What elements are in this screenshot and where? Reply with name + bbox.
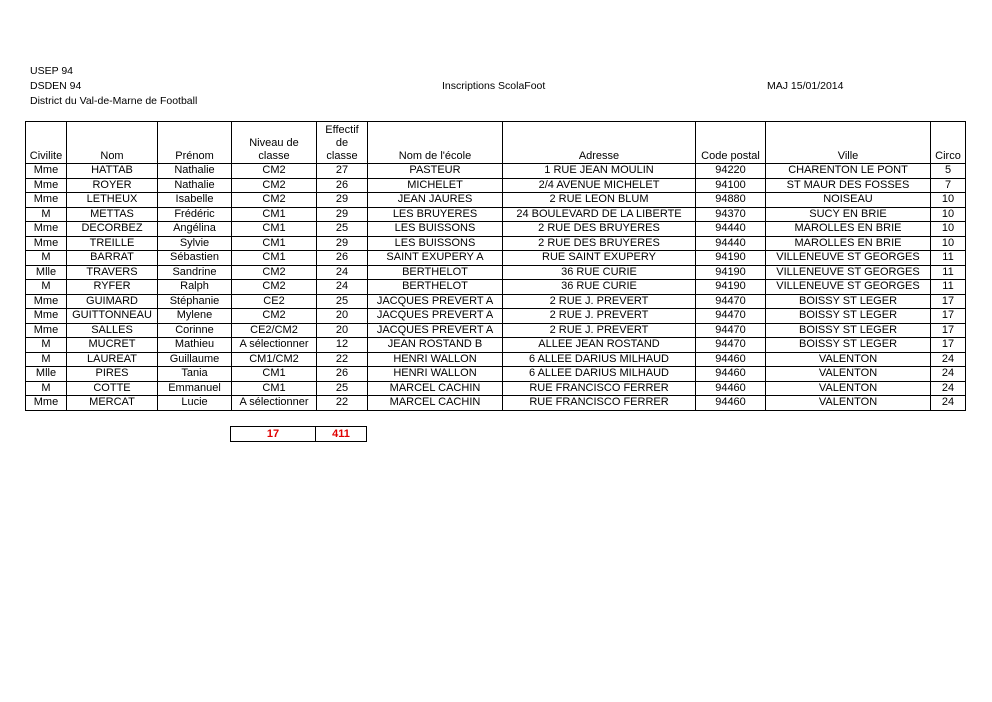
cell-code-postal: 94370 [696,207,766,222]
cell-civilite: M [26,338,67,353]
cell-code-postal: 94880 [696,193,766,208]
cell-prenom: Sylvie [158,236,232,251]
cell-nom: PIRES [67,367,158,382]
cell-circo: 10 [931,222,966,237]
cell-ecole: LES BUISSONS [368,236,503,251]
cell-code-postal: 94460 [696,396,766,411]
update-date: MAJ 15/01/2014 [767,80,844,92]
cell-effectif: 22 [317,352,368,367]
cell-adresse: 2 RUE J. PREVERT [503,294,696,309]
cell-civilite: Mme [26,222,67,237]
cell-code-postal: 94460 [696,352,766,367]
cell-prenom: Sébastien [158,251,232,266]
cell-circo: 10 [931,207,966,222]
cell-ville: VALENTON [766,381,931,396]
registrations-table [25,121,966,411]
cell-ecole: JACQUES PREVERT A [368,323,503,338]
cell-niveau: A sélectionner [232,396,317,411]
cell-prenom: Nathalie [158,178,232,193]
cell-civilite: Mlle [26,265,67,280]
cell-circo: 17 [931,309,966,324]
column-header-adresse: Adresse [503,122,696,164]
cell-adresse: 2 RUE DES BRUYERES [503,236,696,251]
table-row [26,323,966,338]
cell-effectif: 25 [317,381,368,396]
cell-ville: BOISSY ST LEGER [766,294,931,309]
cell-ecole: SAINT EXUPERY A [368,251,503,266]
cell-code-postal: 94440 [696,222,766,237]
cell-ville: BOISSY ST LEGER [766,338,931,353]
cell-nom: LETHEUX [67,193,158,208]
cell-prenom: Stéphanie [158,294,232,309]
cell-circo: 11 [931,251,966,266]
cell-ecole: MARCEL CACHIN [368,396,503,411]
column-header-niveau: Niveau de classe [232,122,317,164]
cell-prenom: Lucie [158,396,232,411]
cell-effectif: 20 [317,309,368,324]
cell-circo: 7 [931,178,966,193]
table-row [26,207,966,222]
table-row [26,193,966,208]
column-header-prenom: Prénom [158,122,232,164]
cell-ville: VALENTON [766,367,931,382]
table-row [26,280,966,295]
cell-nom: HATTAB [67,164,158,179]
cell-nom: GUITTONNEAU [67,309,158,324]
cell-code-postal: 94190 [696,280,766,295]
cell-niveau: CM1 [232,381,317,396]
cell-circo: 11 [931,265,966,280]
table-row [26,381,966,396]
cell-adresse: 24 BOULEVARD DE LA LIBERTE [503,207,696,222]
cell-nom: MUCRET [67,338,158,353]
cell-code-postal: 94190 [696,265,766,280]
cell-niveau: CM1 [232,207,317,222]
cell-circo: 24 [931,352,966,367]
cell-prenom: Guillaume [158,352,232,367]
cell-niveau: CM2 [232,193,317,208]
cell-ecole: JACQUES PREVERT A [368,294,503,309]
table-row [26,338,966,353]
table-row [26,294,966,309]
cell-nom: SALLES [67,323,158,338]
cell-ville: MAROLLES EN BRIE [766,222,931,237]
column-header-ville: Ville [766,122,931,164]
cell-niveau: CM1 [232,236,317,251]
cell-civilite: Mlle [26,367,67,382]
cell-ecole: LES BUISSONS [368,222,503,237]
cell-circo: 10 [931,193,966,208]
cell-effectif: 26 [317,178,368,193]
cell-effectif: 25 [317,294,368,309]
cell-niveau: CM2 [232,309,317,324]
cell-circo: 17 [931,323,966,338]
cell-civilite: M [26,280,67,295]
table-header-row [26,122,966,164]
cell-prenom: Nathalie [158,164,232,179]
cell-adresse: 6 ALLEE DARIUS MILHAUD [503,367,696,382]
cell-ville: VILLENEUVE ST GEORGES [766,251,931,266]
table-row [26,309,966,324]
total-effectif: 411 [316,427,367,442]
cell-prenom: Frédéric [158,207,232,222]
cell-nom: TREILLE [67,236,158,251]
cell-nom: MERCAT [67,396,158,411]
cell-niveau: CM2 [232,280,317,295]
cell-niveau: CM2 [232,265,317,280]
cell-nom: COTTE [67,381,158,396]
cell-prenom: Emmanuel [158,381,232,396]
cell-niveau: CM1 [232,222,317,237]
cell-adresse: 6 ALLEE DARIUS MILHAUD [503,352,696,367]
cell-code-postal: 94470 [696,338,766,353]
cell-adresse: 2 RUE J. PREVERT [503,309,696,324]
table-row [26,265,966,280]
cell-effectif: 29 [317,193,368,208]
cell-civilite: Mme [26,178,67,193]
cell-ville: VALENTON [766,352,931,367]
cell-ecole: JEAN JAURES [368,193,503,208]
cell-effectif: 24 [317,280,368,295]
header-usep: USEP 94 [30,65,73,77]
cell-adresse: RUE FRANCISCO FERRER [503,381,696,396]
header-district: District du Val-de-Marne de Football [30,95,198,107]
table-row [26,164,966,179]
cell-code-postal: 94460 [696,367,766,382]
cell-adresse: 2 RUE J. PREVERT [503,323,696,338]
totals-table [230,426,367,442]
cell-circo: 17 [931,294,966,309]
cell-code-postal: 94440 [696,236,766,251]
cell-ville: VALENTON [766,396,931,411]
cell-adresse: RUE SAINT EXUPERY [503,251,696,266]
cell-niveau: CE2 [232,294,317,309]
cell-effectif: 29 [317,236,368,251]
cell-ville: ST MAUR DES FOSSES [766,178,931,193]
cell-effectif: 12 [317,338,368,353]
column-header-civilite: Civilite [26,122,67,164]
cell-ecole: HENRI WALLON [368,367,503,382]
cell-ecole: HENRI WALLON [368,352,503,367]
cell-prenom: Sandrine [158,265,232,280]
cell-effectif: 26 [317,251,368,266]
cell-ecole: LES BRUYERES [368,207,503,222]
cell-ecole: BERTHELOT [368,265,503,280]
cell-ecole: JACQUES PREVERT A [368,309,503,324]
column-header-code-postal: Code postal [696,122,766,164]
cell-civilite: Mme [26,193,67,208]
table-row [26,352,966,367]
cell-ecole: JEAN ROSTAND B [368,338,503,353]
cell-civilite: Mme [26,323,67,338]
cell-effectif: 20 [317,323,368,338]
cell-ville: VILLENEUVE ST GEORGES [766,280,931,295]
cell-ville: BOISSY ST LEGER [766,309,931,324]
cell-prenom: Mylene [158,309,232,324]
cell-adresse: RUE FRANCISCO FERRER [503,396,696,411]
cell-niveau: CM1 [232,251,317,266]
cell-adresse: ALLEE JEAN ROSTAND [503,338,696,353]
cell-adresse: 2 RUE DES BRUYERES [503,222,696,237]
table-row [26,222,966,237]
cell-adresse: 1 RUE JEAN MOULIN [503,164,696,179]
cell-circo: 5 [931,164,966,179]
cell-ville: SUCY EN BRIE [766,207,931,222]
cell-civilite: Mme [26,164,67,179]
cell-niveau: CM1 [232,367,317,382]
cell-nom: GUIMARD [67,294,158,309]
column-header-ecole: Nom de l'école [368,122,503,164]
cell-nom: BARRAT [67,251,158,266]
cell-civilite: Mme [26,396,67,411]
cell-niveau: CE2/CM2 [232,323,317,338]
cell-ville: VILLENEUVE ST GEORGES [766,265,931,280]
cell-circo: 11 [931,280,966,295]
table-row [26,396,966,411]
cell-effectif: 22 [317,396,368,411]
cell-nom: DECORBEZ [67,222,158,237]
cell-adresse: 2/4 AVENUE MICHELET [503,178,696,193]
cell-prenom: Corinne [158,323,232,338]
cell-civilite: Mme [26,236,67,251]
cell-nom: ROYER [67,178,158,193]
cell-prenom: Mathieu [158,338,232,353]
cell-nom: TRAVERS [67,265,158,280]
cell-ecole: BERTHELOT [368,280,503,295]
cell-prenom: Tania [158,367,232,382]
table-row [26,367,966,382]
cell-effectif: 24 [317,265,368,280]
cell-circo: 24 [931,367,966,382]
cell-prenom: Ralph [158,280,232,295]
totals-row [231,427,367,442]
cell-nom: METTAS [67,207,158,222]
cell-circo: 17 [931,338,966,353]
cell-code-postal: 94460 [696,381,766,396]
cell-code-postal: 94220 [696,164,766,179]
table-row [26,236,966,251]
column-header-circo: Circo [931,122,966,164]
cell-niveau: CM2 [232,164,317,179]
cell-nom: LAUREAT [67,352,158,367]
header-dsden: DSDEN 94 [30,80,82,92]
cell-adresse: 36 RUE CURIE [503,280,696,295]
cell-circo: 24 [931,396,966,411]
table-row [26,178,966,193]
cell-ecole: MARCEL CACHIN [368,381,503,396]
cell-civilite: M [26,251,67,266]
cell-civilite: Mme [26,309,67,324]
cell-effectif: 29 [317,207,368,222]
cell-niveau: CM2 [232,178,317,193]
cell-ecole: PASTEUR [368,164,503,179]
cell-ville: MAROLLES EN BRIE [766,236,931,251]
cell-nom: RYFER [67,280,158,295]
cell-ville: BOISSY ST LEGER [766,323,931,338]
cell-civilite: Mme [26,294,67,309]
cell-civilite: M [26,381,67,396]
cell-circo: 24 [931,381,966,396]
cell-adresse: 36 RUE CURIE [503,265,696,280]
column-header-effectif: Effectif de classe [317,122,368,164]
cell-effectif: 26 [317,367,368,382]
cell-circo: 10 [931,236,966,251]
page-title: Inscriptions ScolaFoot [442,80,546,92]
cell-civilite: M [26,352,67,367]
cell-ecole: MICHELET [368,178,503,193]
cell-code-postal: 94190 [696,251,766,266]
cell-ville: CHARENTON LE PONT [766,164,931,179]
cell-niveau: A sélectionner [232,338,317,353]
cell-code-postal: 94470 [696,294,766,309]
column-header-nom: Nom [67,122,158,164]
cell-code-postal: 94470 [696,323,766,338]
cell-civilite: M [26,207,67,222]
cell-adresse: 2 RUE LEON BLUM [503,193,696,208]
cell-effectif: 27 [317,164,368,179]
cell-niveau: CM1/CM2 [232,352,317,367]
total-class-count: 17 [231,427,316,442]
cell-effectif: 25 [317,222,368,237]
cell-prenom: Isabelle [158,193,232,208]
cell-code-postal: 94470 [696,309,766,324]
cell-ville: NOISEAU [766,193,931,208]
table-body [26,164,966,411]
cell-code-postal: 94100 [696,178,766,193]
table-row [26,251,966,266]
cell-prenom: Angélina [158,222,232,237]
